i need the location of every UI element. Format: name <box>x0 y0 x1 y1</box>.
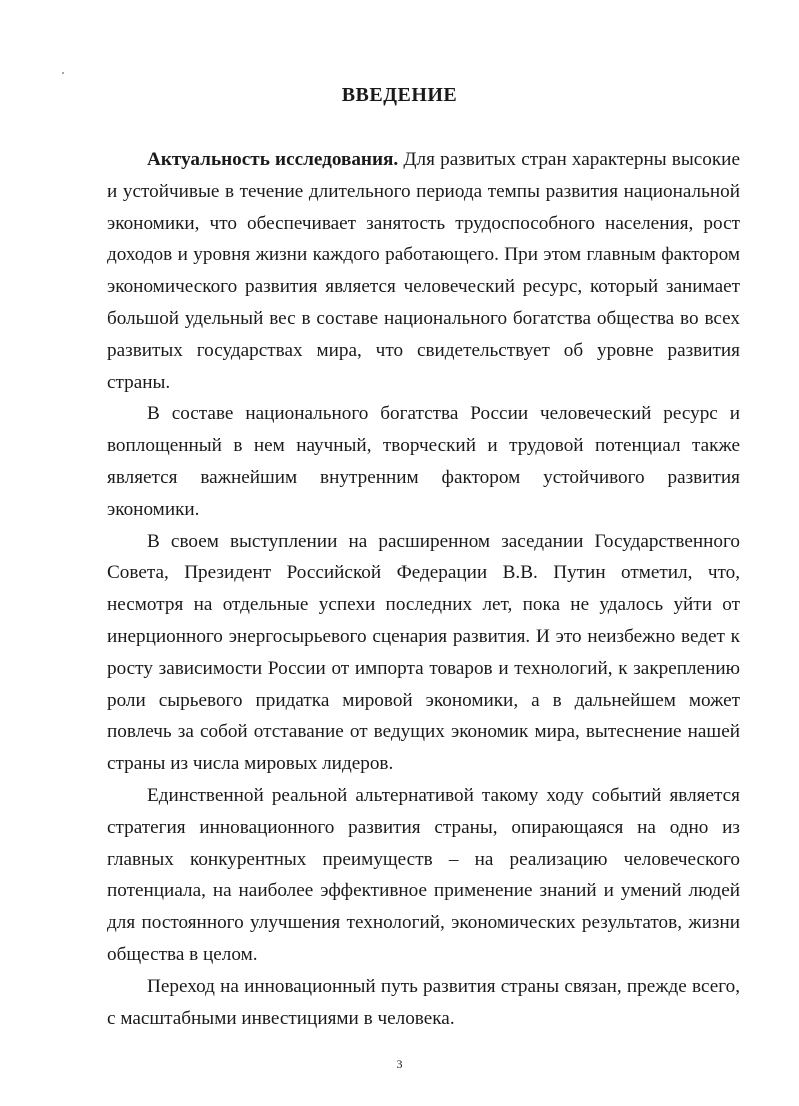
paragraph-5: Переход на инновационный путь развития страны связан, прежде всего, с масштабными инвестициями в человека. <box>107 975 740 1029</box>
body-text <box>107 144 740 1034</box>
paragraph-3: В своем выступлении на расширенном заседании Государственного Совета, Президент Российской Федерации В.В. Путин отметил, что, несмотря на отдельные успехи последних лет, пока не удалось уйти от инерционного энергосырьевого сценария развития. И это неизбежно ведет к росту зависимости России от импорта товаров и технологий, к закреплению роли сырьевого придатка мировой экономики, а в дальнейшем может повлечь за собой отставание от ведущих экономик мира, вытеснение нашей страны из числа мировых лидеров. <box>107 530 740 775</box>
scan-speck <box>62 72 64 74</box>
paragraph-2: В составе национального богатства России человеческий ресурс и воплощенный в нем научный, творческий и трудовой потенциал также является важнейшим внутренним фактором устойчивого развития экономики. <box>107 403 740 520</box>
section-heading: ВВЕДЕНИЕ <box>341 84 458 106</box>
paragraph-lead: Актуальность исследования. <box>147 149 399 170</box>
page-number: 3 <box>396 1057 403 1071</box>
paragraph-4: Единственной реальной альтернативой такому ходу событий является стратегия инновационного развития страны, опирающаяся на одно из главных конкурентных преимуществ – на реализацию человеческого потенциала, на наиболее эффективное применение знаний и умений людей для постоянного улучшения технологий, экономических результатов, жизни общества в целом. <box>107 784 740 965</box>
paragraph-1 <box>107 144 740 398</box>
paragraph-text: Для развитых стран характерны высокие и устойчивые в течение длительного периода темпы развития национальной экономики, что обеспечивает занятость трудоспособного населения, рост доходов и уровня жизни каждого работающего. При этом главным фактором экономического развития является человеческий ресурс, который занимает большой удельный вес в составе национального богатства общества во всех развитых государствах мира, что свидетельствует об уровне развития страны. <box>107 149 740 393</box>
